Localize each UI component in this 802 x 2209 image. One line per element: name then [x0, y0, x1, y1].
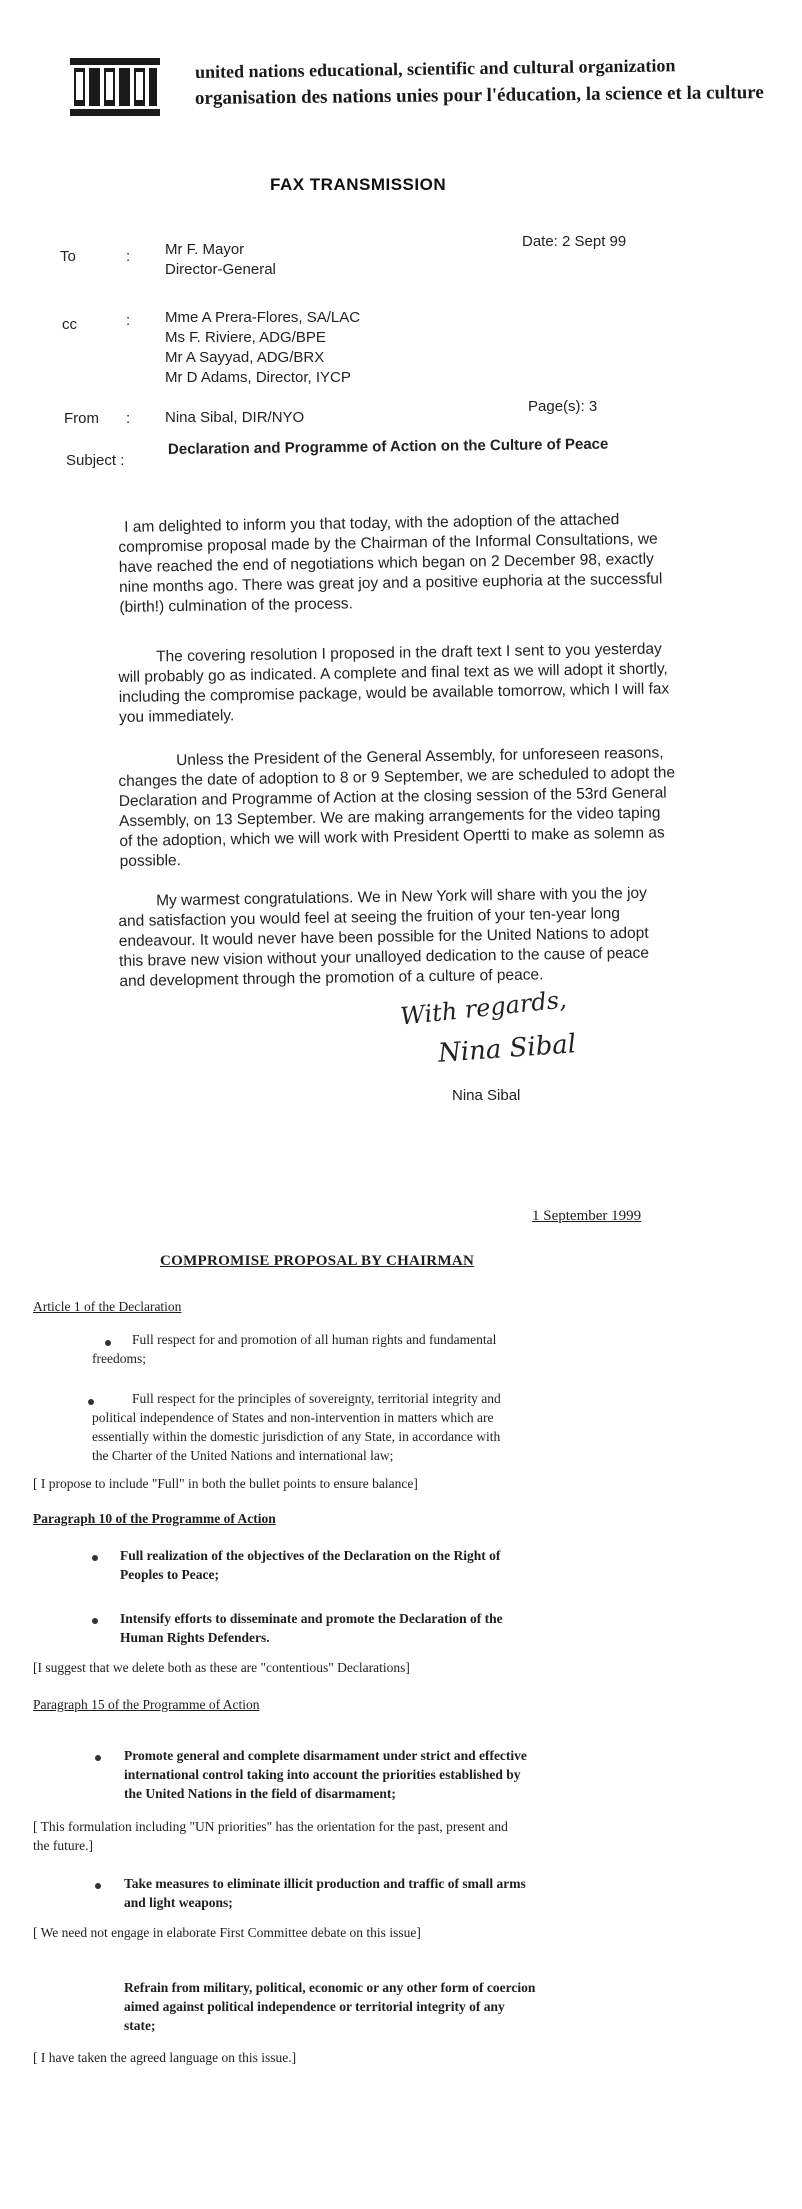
from-label: From: [64, 410, 99, 427]
para15-item-1: [124, 1746, 527, 1803]
para15-note-1: [33, 1817, 508, 1855]
proposal-date: 1 September 1999: [532, 1208, 642, 1224]
bullet-icon: [95, 1883, 101, 1889]
org-name-french: organisation des nations unies pour l'éducation, la science et la culture: [194, 82, 764, 109]
cc-colon: :: [126, 312, 131, 329]
cc-list: [165, 308, 360, 388]
para10-item-2: [120, 1609, 503, 1647]
text-line: Refrain from military, political, economic or any other form of coercion: [124, 1980, 536, 1995]
para15-note-2: [ We need not engage in elaborate First Committee debate on this issue]: [33, 1925, 421, 1940]
subject-label: Subject :: [66, 452, 125, 469]
to-recipient: [165, 240, 276, 280]
bullet-icon: [92, 1618, 98, 1624]
to-title: Director-General: [165, 261, 276, 278]
article1-item-2: [92, 1389, 501, 1465]
bullet-icon: [95, 1755, 101, 1761]
text-line: state;: [124, 2018, 156, 2033]
body-paragraph-4: [118, 883, 692, 992]
text-line: of the adoption, which we will work with President Opertti to make as solemn as: [119, 824, 665, 850]
text-line: have reached the end of negotiations which began on 2 December 98, exactly: [118, 550, 654, 576]
fax-title: FAX TRANSMISSION: [270, 175, 447, 194]
text-line: Assembly, on 13 September. We are making arrangements for the video taping: [118, 804, 661, 830]
cc-item: Mme A Prera-Flores, SA/LAC: [165, 309, 361, 326]
para15-note-3: [ I have taken the agreed language on this issue.]: [33, 2050, 297, 2065]
text-line: The covering resolution I proposed in the draft text I sent to you yesterday: [156, 640, 662, 666]
text-line: including the compromise package, would be available tomorrow, which I will fax: [118, 680, 670, 706]
text-line: the United Nations in the field of disarmament;: [124, 1786, 396, 1801]
text-line: Peoples to Peace;: [120, 1567, 219, 1582]
text-line: Declaration and Programme of Action at the closing session of the 53rd General: [118, 784, 667, 810]
text-line: I am delighted to inform you that today, with the adoption of the attached: [124, 511, 620, 536]
text-line: Intensify efforts to disseminate and promote the Declaration of the: [120, 1611, 503, 1626]
para10-note: [I suggest that we delete both as these are "contentious" Declarations]: [33, 1660, 410, 1675]
signer-name: Nina Sibal: [452, 1087, 521, 1104]
from-value: Nina Sibal, DIR/NYO: [165, 409, 305, 426]
to-label: To: [60, 248, 76, 265]
text-line: (birth!) culmination of the process.: [119, 595, 353, 616]
body-paragraph-1: [118, 509, 692, 618]
para15-item-2: [124, 1874, 526, 1912]
from-colon: :: [126, 410, 131, 427]
text-line: Full respect for and promotion of all human rights and fundamental: [132, 1332, 497, 1347]
text-line: Take measures to eliminate illicit production and traffic of small arms: [124, 1876, 526, 1891]
cc-item: Mr A Sayyad, ADG/BRX: [165, 349, 325, 366]
para10-heading: Paragraph 10 of the Programme of Action: [33, 1511, 276, 1526]
article1-note: [ I propose to include "Full" in both the bullet points to ensure balance]: [33, 1476, 418, 1491]
to-colon: :: [126, 248, 131, 265]
text-line: international control taking into account the priorities established by: [124, 1767, 521, 1782]
text-line: Full realization of the objectives of the Declaration on the Right of: [120, 1548, 501, 1563]
text-line: political independence of States and non-intervention in matters which are: [92, 1410, 494, 1425]
text-line: you immediately.: [118, 707, 235, 726]
text-line: and satisfaction you would feel at seeing the fruition of your ten-year long: [118, 905, 621, 930]
para15-item-3: [124, 1978, 535, 2035]
text-line: endeavour. It would never have been possible for the United Nations to adopt: [118, 924, 649, 950]
text-line: Unless the President of the General Assembly, for unforeseen reasons,: [176, 744, 664, 770]
text-line: Human Rights Defenders.: [120, 1630, 270, 1645]
handwritten-signature: Nina Sibal: [437, 1029, 578, 1069]
closing-handwritten: With regards,: [398, 985, 568, 1031]
bullet-icon: [92, 1555, 98, 1561]
text-line: will probably go as indicated. A complete and final text as we will adopt it shortly,: [118, 660, 668, 686]
article1-heading: Article 1 of the Declaration: [33, 1299, 182, 1314]
proposal-title: COMPROMISE PROPOSAL BY CHAIRMAN: [160, 1253, 475, 1269]
cc-item: Ms F. Riviere, ADG/BPE: [165, 329, 326, 346]
body-paragraph-3: [118, 743, 692, 872]
text-line: freedoms;: [92, 1351, 146, 1366]
text-line: changes the date of adoption to 8 or 9 September, we are scheduled to adopt the: [118, 764, 676, 790]
text-line: and development through the promotion of a culture of peace.: [119, 966, 544, 990]
cc-item: Mr D Adams, Director, IYCP: [165, 369, 351, 386]
text-line: Promote general and complete disarmament under strict and effective: [124, 1748, 527, 1763]
text-line: and light weapons;: [124, 1895, 233, 1910]
fax-date: Date: 2 Sept 99: [522, 233, 627, 250]
org-name-english: united nations educational, scientific and cultural organization: [194, 55, 676, 82]
cc-label: cc: [62, 316, 77, 333]
para15-heading: Paragraph 15 of the Programme of Action: [33, 1697, 260, 1712]
page-count: Page(s): 3: [528, 398, 598, 415]
text-line: Full respect for the principles of sovereignty, territorial integrity and: [132, 1391, 501, 1406]
text-line: My warmest congratulations. We in New York will share with you the joy: [156, 884, 647, 910]
to-name: Mr F. Mayor: [165, 241, 245, 258]
text-line: compromise proposal made by the Chairman of the Informal Consultations, we: [118, 530, 658, 556]
text-line: possible.: [119, 852, 182, 870]
para10-item-1: [120, 1546, 500, 1584]
text-line: essentially within the domestic jurisdiction of any State, in accordance with: [92, 1429, 501, 1444]
text-line: aimed against political independence or territorial integrity of any: [124, 1999, 505, 2014]
text-line: the future.]: [33, 1838, 93, 1853]
body-paragraph-2: [118, 639, 691, 728]
unesco-logo: [70, 58, 160, 116]
article1-item-1: [92, 1330, 496, 1368]
text-line: the Charter of the United Nations and international law;: [92, 1448, 394, 1463]
text-line: nine months ago. There was great joy and a positive euphoria at the successful: [118, 570, 663, 596]
subject-value: Declaration and Programme of Action on the Culture of Peace: [167, 435, 609, 458]
text-line: [ This formulation including "UN priorities" has the orientation for the past, present and: [33, 1819, 508, 1834]
text-line: this brave new vision without your unalloyed dedication to the cause of peace: [118, 944, 650, 970]
